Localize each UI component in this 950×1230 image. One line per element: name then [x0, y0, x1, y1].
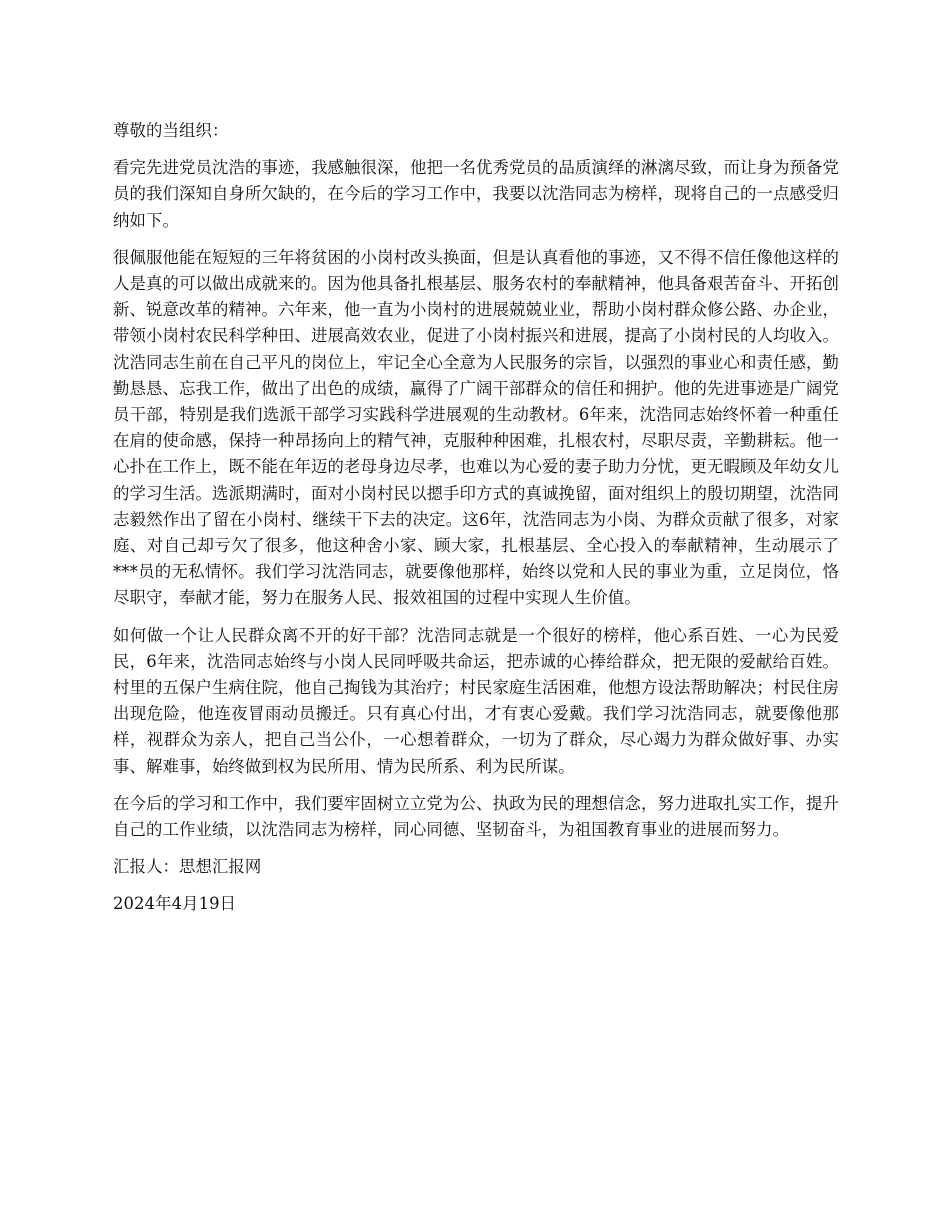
salutation: 尊敬的当组织：	[113, 121, 229, 140]
letter-body	[113, 118, 839, 929]
reporter-line: 汇报人：思想汇报网	[113, 857, 262, 877]
paragraph-deeds: 很佩服他能在短短的三年将贫困的小岗村改头换面，但是认真看他的事迹，又不得不信任像他这样的人是真的可以做出成就来的。因为他具备扎根基层、服务农村的奉献精神，他具备艰苦奋斗、开拓创新、锐意改革的精神。六年来，他一直为小岗村的进展兢兢业业，帮助小岗村群众修公路、办企业，带领小岗村农民科学种田、进展高效农业，促进了小岗村振兴和进展，提高了小岗村民的人均收入。沈浩同志生前在自己平凡的岗位上，牢记全心全意为人民服务的宗旨，以强烈的事业心和责任感，勤勤恳恳、忘我工作，做出了出色的成绩，赢得了广阔干部群众的信任和拥护。他的先进事迹是广阔党员干部，特别是我们选派干部学习实践科学进展观的生动教材。6年来，沈浩同志始终怀着一种重任在肩的使命感，保持一种昂扬向上的精气神，克服种种困难，扎根农村，尽职尽责，辛勤耕耘。他一心扑在工作上，既不能在年迈的老母身边尽孝，也难以为心爱的妻子助力分忧，更无暇顾及年幼女儿的学习生活。选派期满时，面对小岗村民以摁手印方式的真诚挽留，面对组织上的殷切期望，沈浩同志毅然作出了留在小岗村、继续干下去的决定。这6年，沈浩同志为小岗、为群众贡献了很多，对家庭、对自己却亏欠了很多，他这种舍小家、顾大家，扎根基层、全心投入的奉献精神，生动展示了***员的无私情怀。我们学习沈浩同志，就要像他那样，始终以党和人民的事业为重，立足岗位，恪尽职守，奉献才能，努力在服务人民、报效祖国的过程中实现人生价值。	[113, 247, 839, 608]
paragraph-intro: 看完先进党员沈浩的事迹，我感触很深，他把一名优秀党员的品质演绎的淋漓尽致，而让身为预备党员的我们深知自身所欠缺的，在今后的学习工作中，我要以沈浩同志为榜样，现将自己的一点感受归纳如下。	[113, 158, 839, 230]
paragraph-conclusion: 在今后的学习和工作中，我们要牢固树立立党为公、执政为民的理想信念，努力进取扎实工作，提升自己的工作业绩，以沈浩同志为榜样，同心同德、坚韧奋斗，为祖国教育事业的进展而努力。	[113, 793, 839, 840]
paragraph-good-cadre: 如何做一个让人民群众离不开的好干部？沈浩同志就是一个很好的榜样，他心系百姓、一心为民爱民，6年来，沈浩同志始终与小岗人民同呼吸共命运，把赤诚的心捧给群众，把无限的爱献给百姓。村里的五保户生病住院，他自己掏钱为其治疗；村民家庭生活困难，他想方设法帮助解决；村民住房出现危险，他连夜冒雨动员搬迁。只有真心付出，才有衷心爱戴。我们学习沈浩同志，就要像他那样，视群众为亲人，把自己当公仆，一心想着群众，一切为了群众，尽心竭力为群众做好事、办实事、解难事，始终做到权为民所用、情为民所系、利为民所谋。	[113, 625, 839, 776]
date-line: 2024年4月19日	[113, 894, 237, 914]
